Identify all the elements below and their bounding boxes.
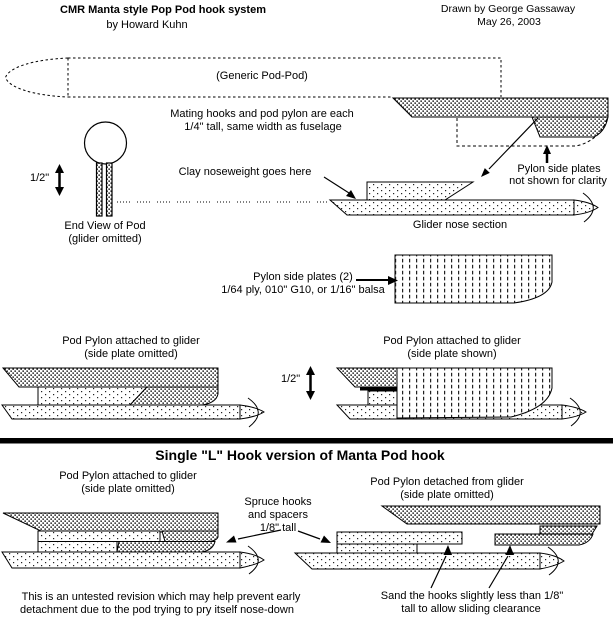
attached-right-label-2: (side plate shown): [407, 348, 497, 360]
side-plates-note-1: Pylon side plates: [517, 163, 601, 175]
credit-line-1: Drawn by George Gassaway: [440, 3, 576, 15]
half-inch-label-top: 1/2": [30, 172, 50, 184]
bottom-left-label-1: Pod Pylon attached to glider: [59, 470, 197, 482]
bottom-right-label-1: Pod Pylon detached from glider: [370, 476, 524, 488]
mating-note-line2: 1/4" tall, same width as fuselage: [184, 121, 342, 133]
plate-fig-label-1: Pylon side plates (2): [253, 271, 353, 283]
byline: by Howard Kuhn: [106, 19, 188, 31]
end-view-label-2: (glider omitted): [68, 233, 142, 245]
untested-note-2: detachment due to the pod trying to pry itself nose-down: [20, 604, 294, 616]
spruce-label-2: and spacers: [248, 509, 308, 521]
half-inch-label-mid: 1/2": [281, 373, 301, 385]
sand-note-2: tall to allow sliding clearance: [401, 603, 541, 615]
clay-note: Clay noseweight goes here: [178, 166, 312, 178]
bottom-right-label-2: (side plate omitted): [400, 489, 494, 501]
bottom-left-label-2: (side plate omitted): [81, 483, 175, 495]
side-plates-note-2: not shown for clarity: [509, 175, 607, 187]
page-title: CMR Manta style Pop Pod hook system: [60, 4, 266, 16]
plate-fig-label-2: 1/64 ply, 010" G10, or 1/16" balsa: [221, 284, 385, 296]
attached-left-label-2: (side plate omitted): [84, 348, 178, 360]
sand-note-1: Sand the hooks slightly less than 1/8": [380, 590, 564, 602]
credit-line-2: May 26, 2003: [477, 16, 541, 28]
spruce-label-1: Spruce hooks: [244, 496, 312, 508]
mating-note-line1: Mating hooks and pod pylon are each: [170, 108, 354, 120]
end-view-label-1: End View of Pod: [64, 220, 146, 232]
section-heading: Single "L" Hook version of Manta Pod hook: [155, 447, 445, 463]
generic-pod-label: (Generic Pod-Pod): [216, 70, 308, 82]
attached-right-label-1: Pod Pylon attached to glider: [383, 335, 521, 347]
untested-note-1: This is an untested revision which may help prevent early: [21, 591, 301, 603]
glider-nose-label: Glider nose section: [412, 219, 508, 231]
attached-left-label-1: Pod Pylon attached to glider: [62, 335, 200, 347]
spruce-label-3: 1/8" tall: [259, 522, 297, 534]
